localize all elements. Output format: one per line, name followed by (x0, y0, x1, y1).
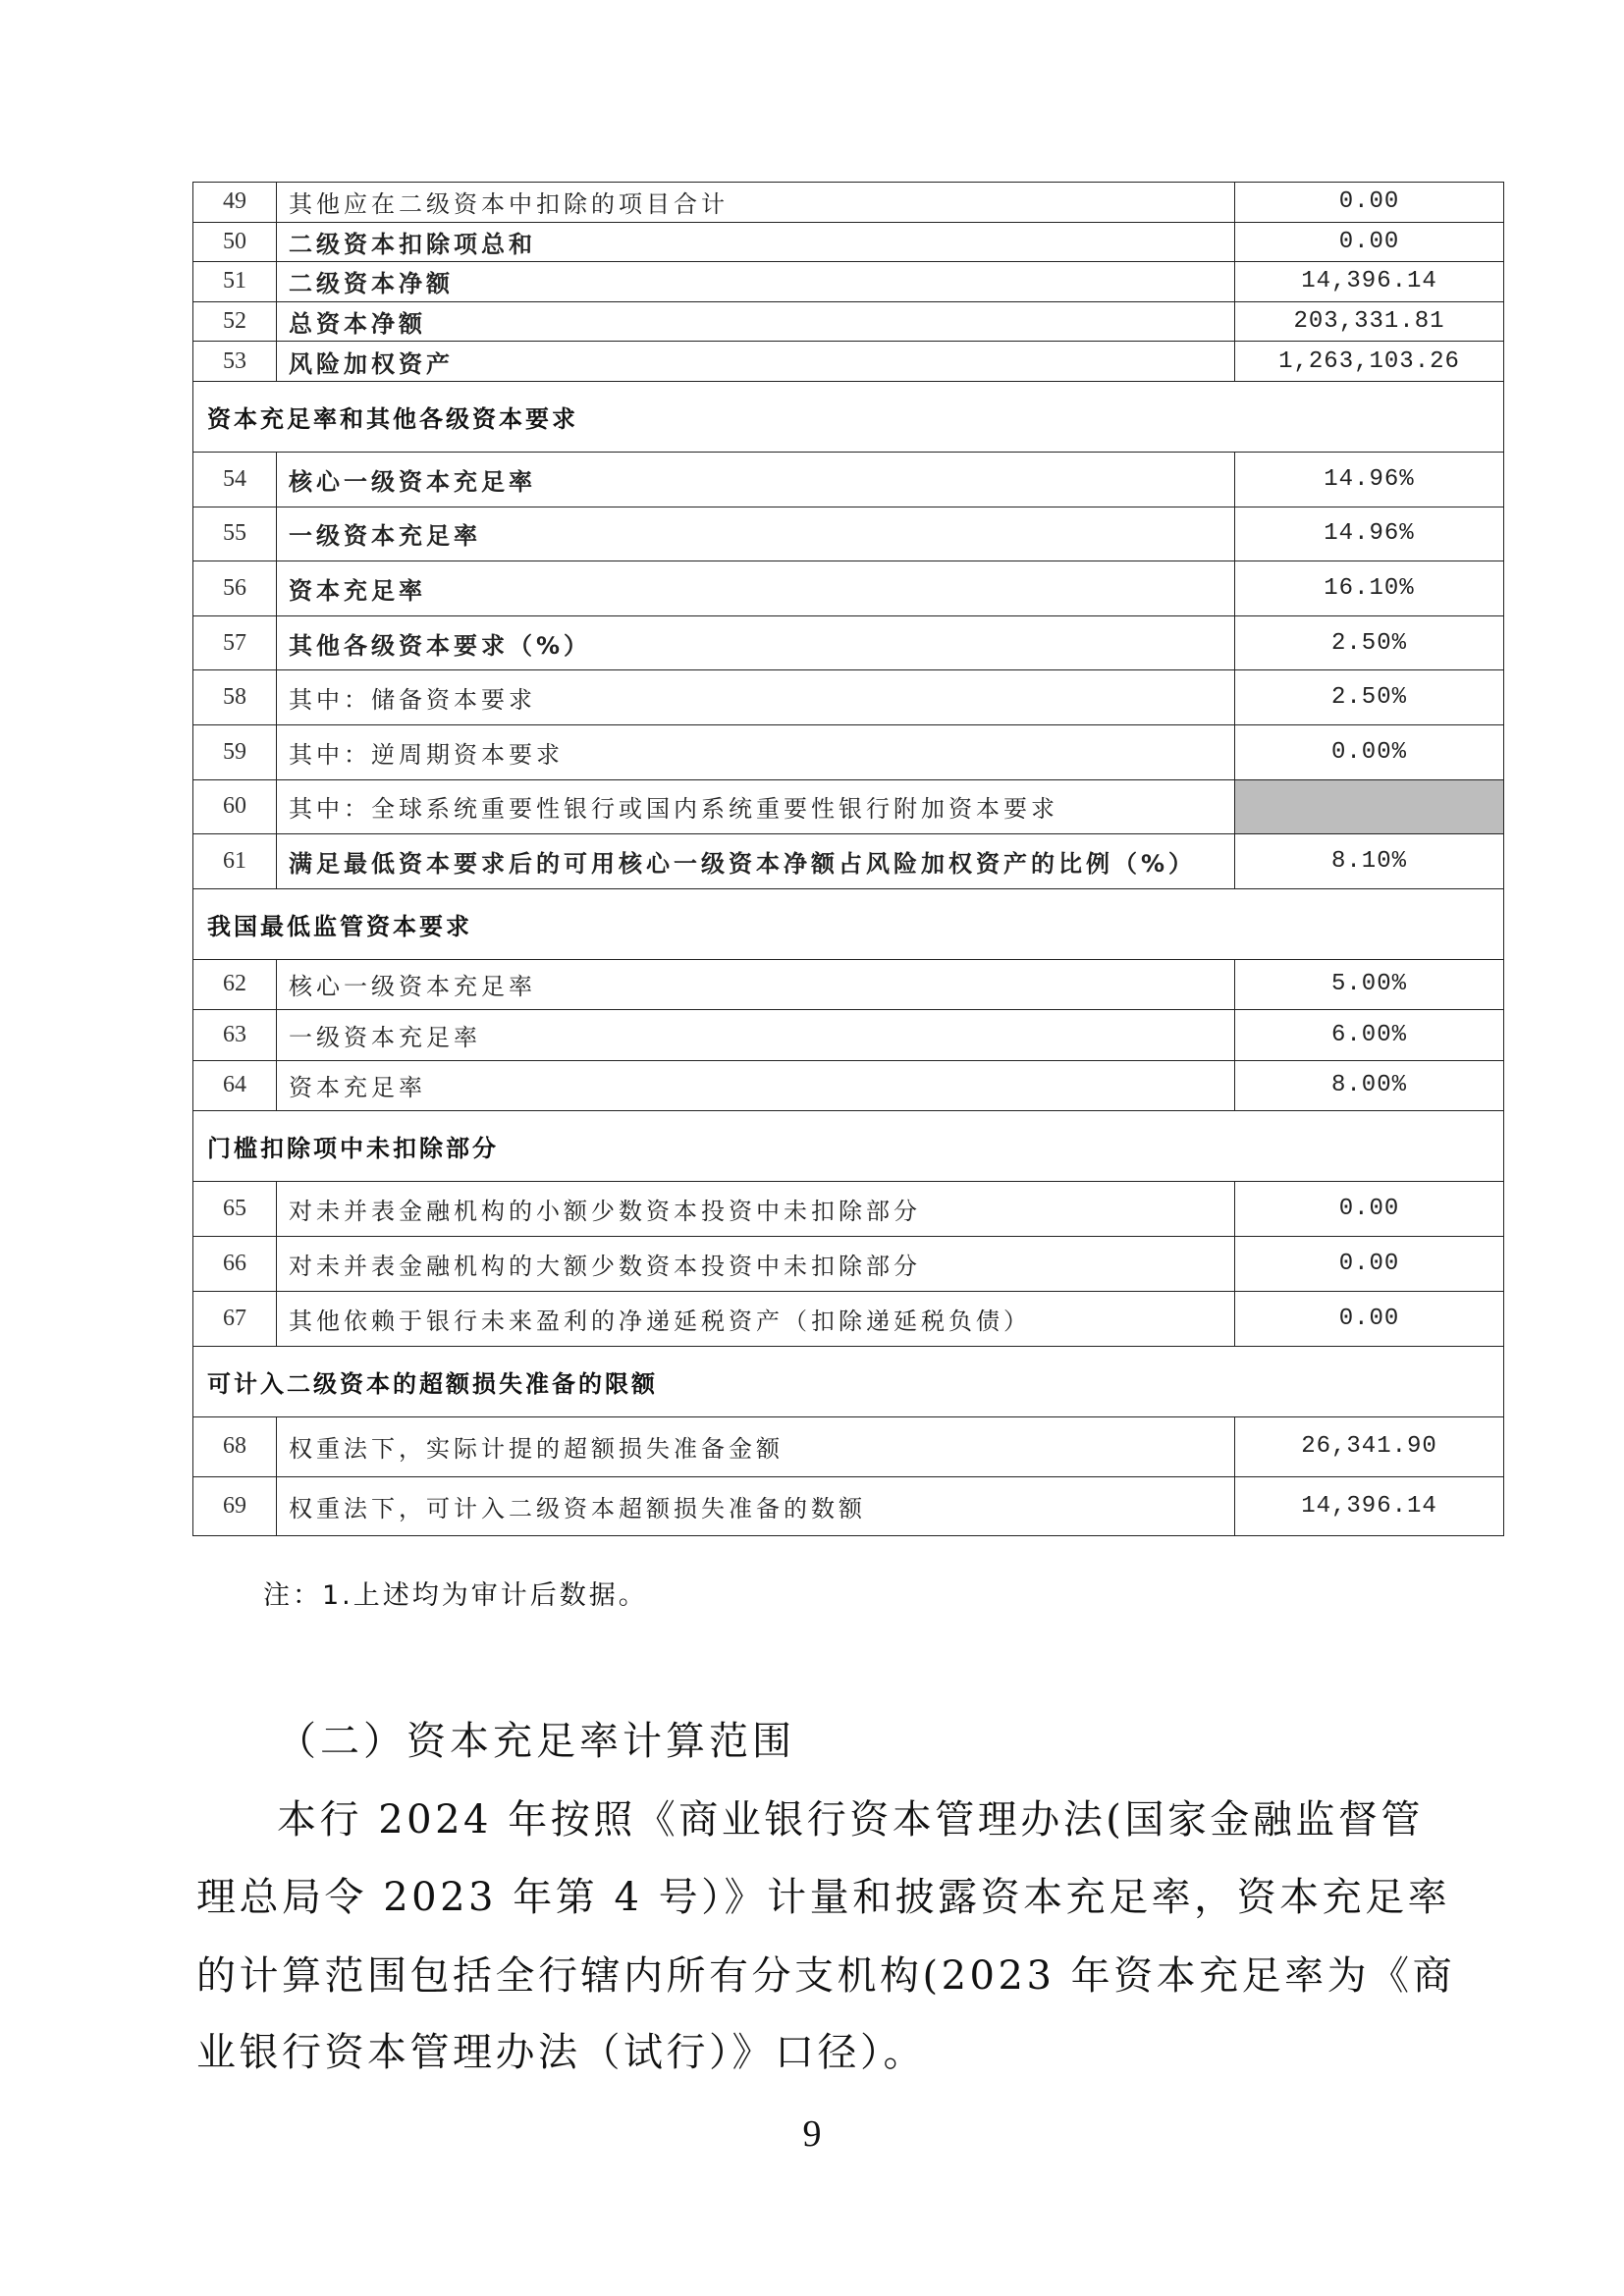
row-value: 2.50% (1235, 615, 1504, 670)
row-label: 权重法下，可计入二级资本超额损失准备的数额 (277, 1476, 1235, 1536)
row-number: 64 (193, 1060, 277, 1111)
row-number: 50 (193, 222, 277, 262)
row-number: 66 (193, 1237, 277, 1292)
section-title: 资本充足率和其他各级资本要求 (193, 381, 1504, 452)
row-value: 8.10% (1235, 834, 1504, 889)
row-number: 63 (193, 1010, 277, 1061)
row-label: 二级资本扣除项总和 (277, 222, 1235, 262)
row-value: 14.96% (1235, 452, 1504, 507)
table-row (193, 1010, 1504, 1061)
row-number: 57 (193, 615, 277, 670)
table-row (193, 222, 1504, 262)
row-label: 对未并表金融机构的小额少数资本投资中未扣除部分 (277, 1182, 1235, 1237)
row-label: 总资本净额 (277, 301, 1235, 342)
section-heading: （二）资本充足率计算范围 (277, 1719, 795, 1764)
row-value: 8.00% (1235, 1060, 1504, 1111)
row-value: 0.00 (1235, 1237, 1504, 1292)
row-value: 14,396.14 (1235, 1476, 1504, 1536)
table-row (193, 1417, 1504, 1477)
row-number: 51 (193, 262, 277, 302)
row-label: 其他各级资本要求（%） (277, 615, 1235, 670)
row-value: 5.00% (1235, 959, 1504, 1010)
table-row (193, 342, 1504, 382)
table-row (193, 834, 1504, 889)
row-number: 54 (193, 452, 277, 507)
table-row (193, 1060, 1504, 1111)
row-value: 1,263,103.26 (1235, 342, 1504, 382)
row-number: 67 (193, 1292, 277, 1347)
section-title: 我国最低监管资本要求 (193, 888, 1504, 959)
table-row (193, 724, 1504, 779)
table-row (193, 1292, 1504, 1347)
row-value: 0.00 (1235, 222, 1504, 262)
row-value: 14.96% (1235, 507, 1504, 561)
section-header-row (193, 1347, 1504, 1417)
paragraph-line: 本行 2024 年按照《商业银行资本管理办法(国家金融监督管 (277, 1797, 1424, 1842)
row-value: 203,331.81 (1235, 301, 1504, 342)
row-number: 56 (193, 561, 277, 616)
row-number: 52 (193, 301, 277, 342)
paragraph-line: 的计算范围包括全行辖内所有分支机构(2023 年资本充足率为《商 (196, 1953, 1456, 1999)
row-label: 权重法下，实际计提的超额损失准备金额 (277, 1417, 1235, 1477)
table-row (193, 779, 1504, 834)
row-value: 2.50% (1235, 670, 1504, 725)
row-label: 核心一级资本充足率 (277, 452, 1235, 507)
row-number: 58 (193, 670, 277, 725)
row-number: 59 (193, 724, 277, 779)
row-label: 对未并表金融机构的大额少数资本投资中未扣除部分 (277, 1237, 1235, 1292)
section-header-row (193, 1111, 1504, 1182)
row-label: 风险加权资产 (277, 342, 1235, 382)
section-header-row (193, 381, 1504, 452)
row-label: 其中：逆周期资本要求 (277, 724, 1235, 779)
section-title: 可计入二级资本的超额损失准备的限额 (193, 1347, 1504, 1417)
table-row (193, 670, 1504, 725)
row-value: 26,341.90 (1235, 1417, 1504, 1477)
table-row (193, 262, 1504, 302)
row-value: 6.00% (1235, 1010, 1504, 1061)
row-label: 一级资本充足率 (277, 1010, 1235, 1061)
section-header-row (193, 888, 1504, 959)
row-number: 53 (193, 342, 277, 382)
row-label: 其他依赖于银行未来盈利的净递延税资产（扣除递延税负债） (277, 1292, 1235, 1347)
table-row (193, 615, 1504, 670)
row-number: 69 (193, 1476, 277, 1536)
row-label: 资本充足率 (277, 1060, 1235, 1111)
row-value: 0.00% (1235, 724, 1504, 779)
row-number: 68 (193, 1417, 277, 1477)
table-row (193, 301, 1504, 342)
paragraph-line: 业银行资本管理办法（试行）》口径）。 (196, 2030, 926, 2075)
row-value: 0.00 (1235, 1182, 1504, 1237)
row-label: 核心一级资本充足率 (277, 959, 1235, 1010)
row-value: 0.00 (1235, 1292, 1504, 1347)
row-label: 其中：全球系统重要性银行或国内系统重要性银行附加资本要求 (277, 779, 1235, 834)
row-number: 55 (193, 507, 277, 561)
page-number: 9 (802, 2113, 822, 2155)
paragraph-line: 理总局令 2023 年第 4 号）》计量和披露资本充足率，资本充足率 (196, 1875, 1451, 1920)
row-number: 62 (193, 959, 277, 1010)
table-row (193, 561, 1504, 616)
row-label: 其他应在二级资本中扣除的项目合计 (277, 183, 1235, 223)
row-value: 14,396.14 (1235, 262, 1504, 302)
table-row (193, 183, 1504, 223)
row-value (1235, 779, 1504, 834)
row-label: 二级资本净额 (277, 262, 1235, 302)
table-row (193, 1237, 1504, 1292)
row-value: 0.00 (1235, 183, 1504, 223)
row-number: 49 (193, 183, 277, 223)
row-label: 满足最低资本要求后的可用核心一级资本净额占风险加权资产的比例（%） (277, 834, 1235, 889)
row-label: 其中：储备资本要求 (277, 670, 1235, 725)
row-number: 60 (193, 779, 277, 834)
row-number: 65 (193, 1182, 277, 1237)
capital-adequacy-table (192, 182, 1504, 1536)
row-number: 61 (193, 834, 277, 889)
row-label: 资本充足率 (277, 561, 1235, 616)
table-row (193, 959, 1504, 1010)
table-row (193, 1476, 1504, 1536)
row-value: 16.10% (1235, 561, 1504, 616)
table-row (193, 507, 1504, 561)
table-row (193, 452, 1504, 507)
table-row (193, 1182, 1504, 1237)
row-label: 一级资本充足率 (277, 507, 1235, 561)
table-note: 注：1.上述均为审计后数据。 (263, 1580, 648, 1611)
section-title: 门槛扣除项中未扣除部分 (193, 1111, 1504, 1182)
